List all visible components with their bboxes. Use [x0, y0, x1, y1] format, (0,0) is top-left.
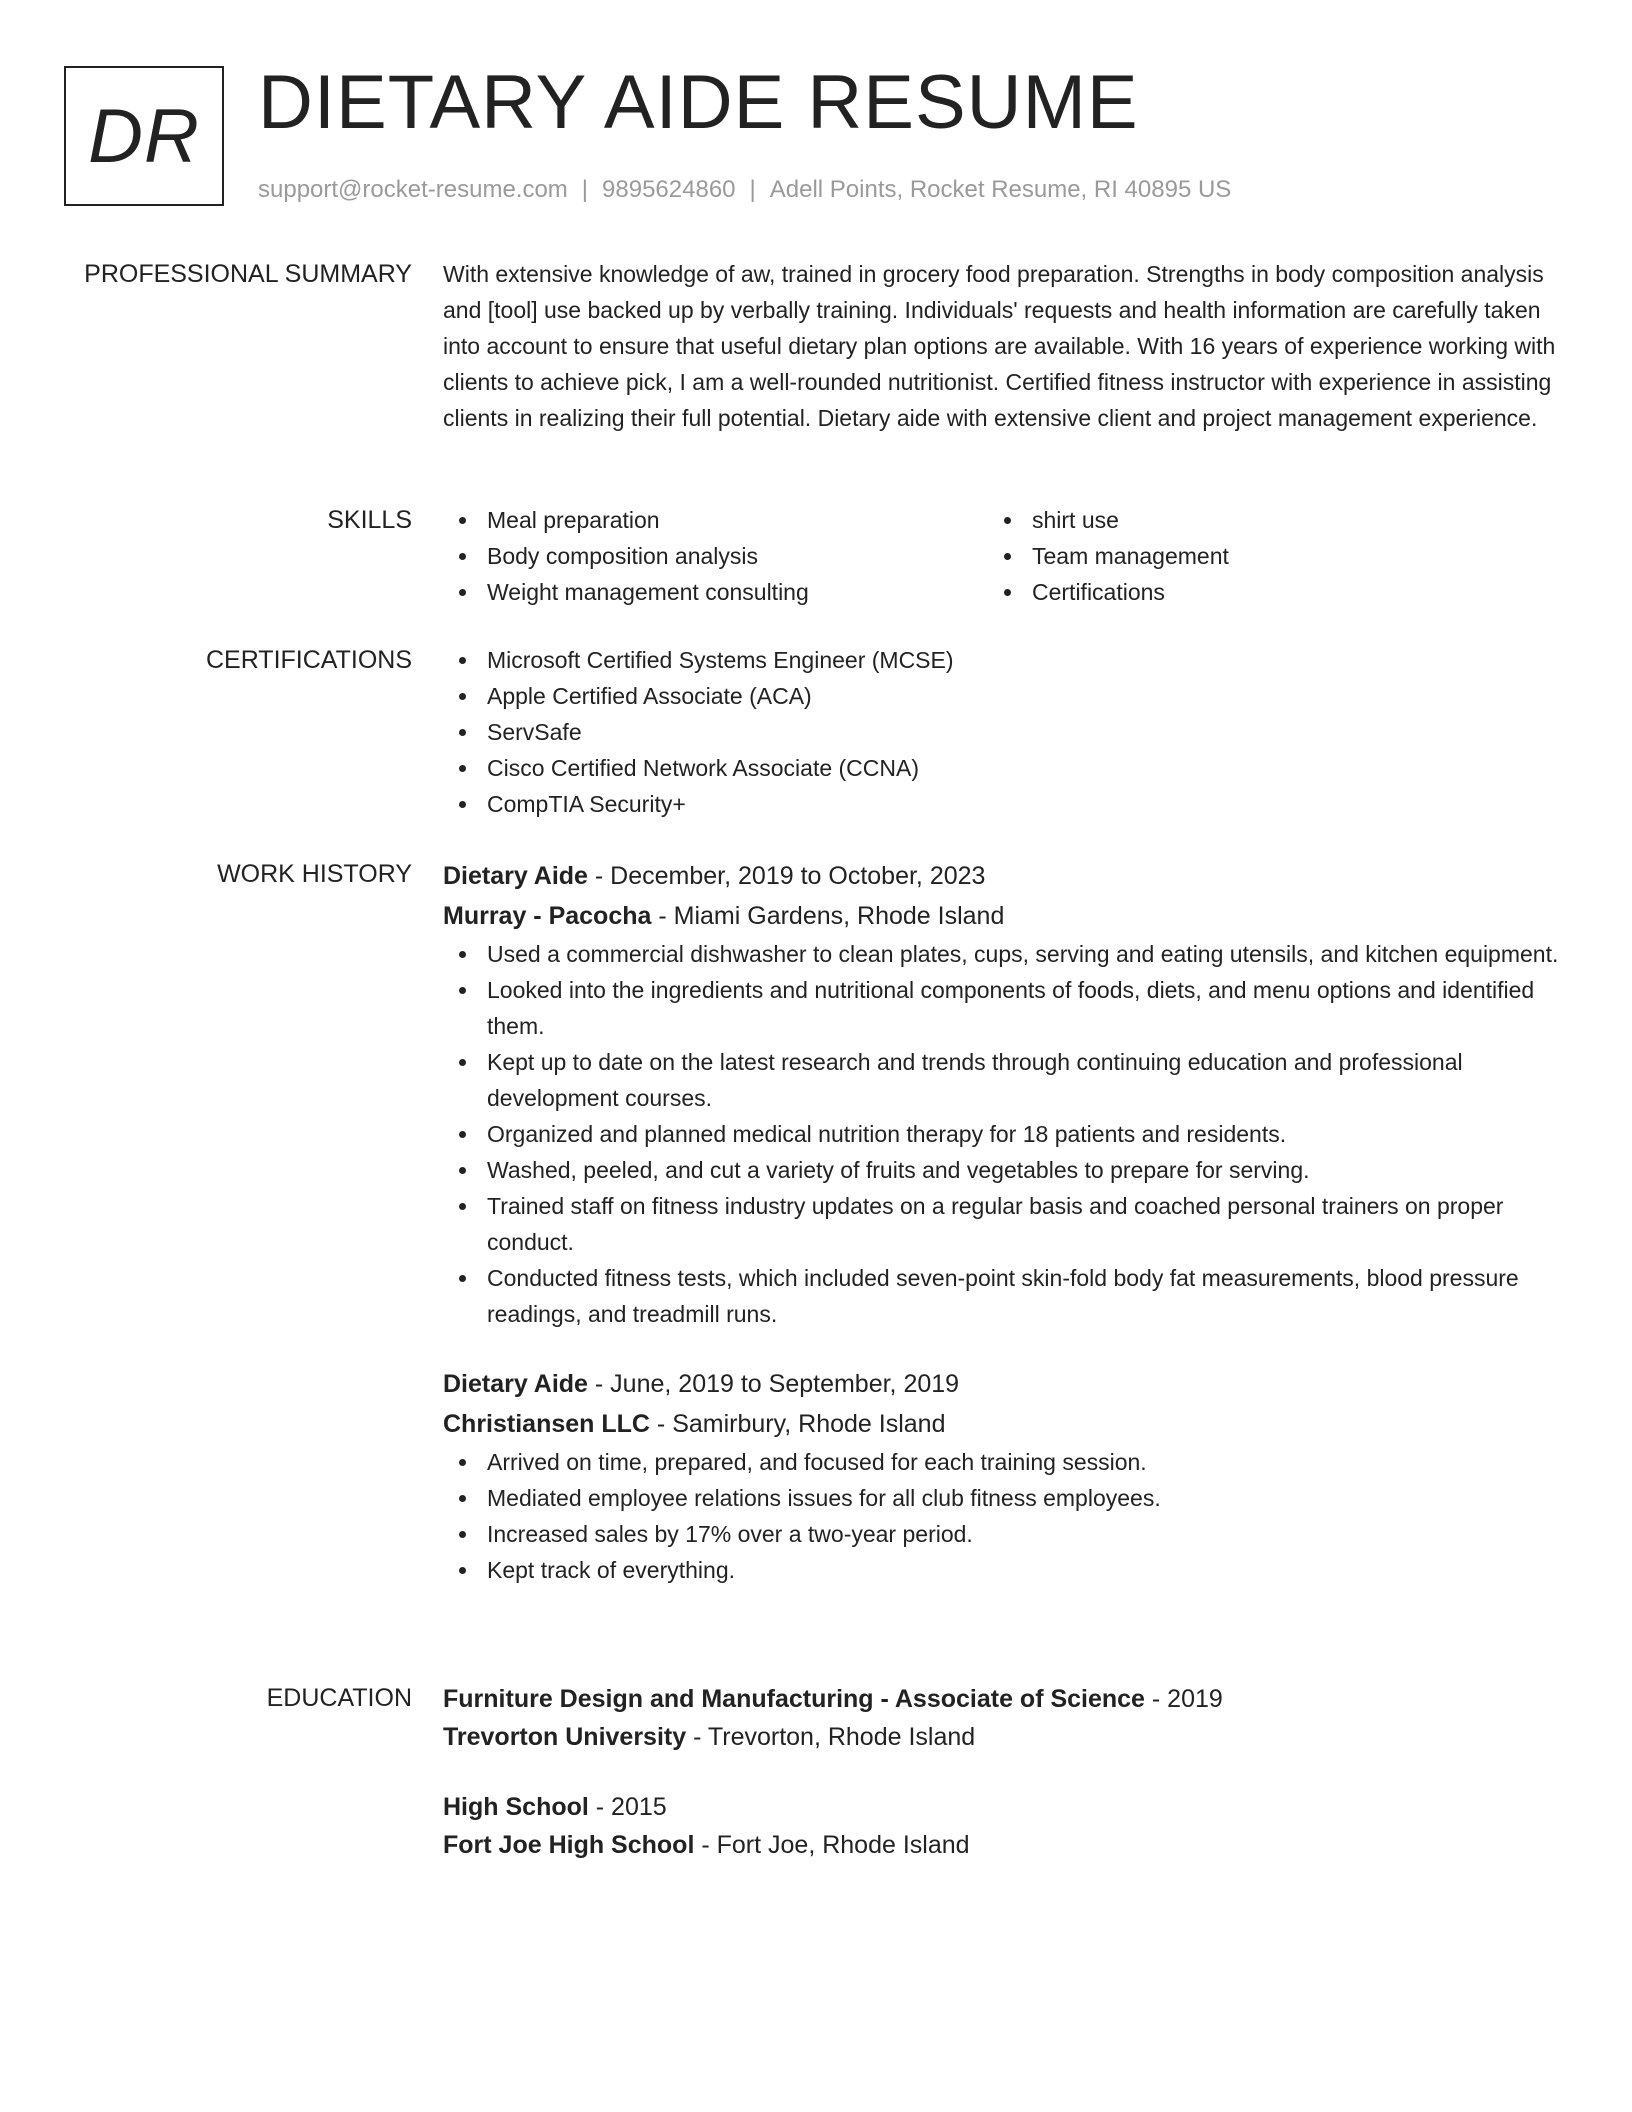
job-company: Murray - Pacocha	[443, 902, 652, 930]
education-degree: High School	[443, 1793, 589, 1821]
job-company-line	[443, 1404, 1563, 1444]
education-entry	[443, 1680, 1563, 1756]
certifications-body	[443, 642, 1563, 822]
contact-email[interactable]: support@rocket-resume.com	[258, 176, 568, 203]
job-location: - Samirbury, Rhode Island	[649, 1410, 946, 1438]
education-school: Fort Joe High School	[443, 1831, 695, 1859]
skill-item: Team management	[988, 538, 1533, 574]
job-bullet: Used a commercial dishwasher to clean plates, cups, serving and eating utensils, and kitchen equipment.	[443, 936, 1563, 972]
job-bullet-list	[443, 936, 1563, 1332]
job-entry	[443, 856, 1563, 1332]
education-school-line	[443, 1718, 1563, 1756]
monogram: DR	[64, 66, 224, 206]
skill-item: Meal preparation	[443, 502, 988, 538]
education-entry	[443, 1788, 1563, 1864]
certification-item: Microsoft Certified Systems Engineer (MCSE)	[443, 642, 1563, 678]
education-degree-line	[443, 1788, 1563, 1826]
job-title: Dietary Aide	[443, 862, 588, 890]
job-company: Christiansen LLC	[443, 1410, 650, 1438]
certifications-list	[443, 642, 1563, 822]
skills-column-2	[988, 502, 1533, 610]
job-bullet: Kept track of everything.	[443, 1552, 1563, 1588]
education-degree-line	[443, 1680, 1563, 1718]
job-dates: - December, 2019 to October, 2023	[587, 862, 986, 890]
skills-column-1	[443, 502, 988, 610]
contact-address: Adell Points, Rocket Resume, RI 40895 US	[769, 176, 1232, 203]
section-label-work-history: WORK HISTORY	[217, 860, 412, 888]
certification-item: ServSafe	[443, 714, 1563, 750]
job-bullet: Trained staff on fitness industry updates on a regular basis and coached personal trainers on proper conduct.	[443, 1188, 1563, 1260]
job-bullet: Washed, peeled, and cut a variety of fruits and vegetables to prepare for serving.	[443, 1152, 1563, 1188]
skill-item: Weight management consulting	[443, 574, 988, 610]
education-school-line	[443, 1826, 1563, 1864]
section-label-summary: PROFESSIONAL SUMMARY	[84, 260, 412, 288]
skill-item: Body composition analysis	[443, 538, 988, 574]
certification-item: CompTIA Security+	[443, 786, 1563, 822]
summary-text: With extensive knowledge of aw, trained in grocery food preparation. Strengths in body composition analysis and [tool] use backed up by verbally training. Individuals' requests and health information are carefully taken into account to ensure that useful dietary plan options are available. With 16 years of experience working with clients to achieve pick, I am a well-rounded nutritionist. Certified fitness instructor with experience in assisting clients in realizing their full potential. Dietary aide with extensive client and project management experience.	[443, 261, 1556, 431]
education-school: Trevorton University	[443, 1723, 687, 1751]
education-body	[443, 1680, 1563, 1864]
job-bullet: Kept up to date on the latest research and trends through continuing education and professional development courses.	[443, 1044, 1563, 1116]
job-dates: - June, 2019 to September, 2019	[587, 1370, 960, 1398]
work-history-body	[443, 856, 1563, 1588]
job-bullet: Conducted fitness tests, which included seven-point skin-fold body fat measurements, blood pressure readings, and treadmill runs.	[443, 1260, 1563, 1332]
skills-body	[443, 502, 1563, 610]
job-title-line	[443, 1364, 1563, 1404]
section-label-education: EDUCATION	[266, 1684, 412, 1712]
section-label-skills: SKILLS	[327, 506, 412, 534]
education-degree: Furniture Design and Manufacturing - Associate of Science	[443, 1685, 1145, 1713]
job-location: - Miami Gardens, Rhode Island	[651, 902, 1005, 930]
page-title: DIETARY AIDE RESUME	[258, 60, 1139, 145]
contact-phone[interactable]: 9895624860	[602, 176, 736, 203]
education-year: - 2015	[588, 1793, 667, 1821]
job-bullet: Looked into the ingredients and nutritional components of foods, diets, and menu options and identified them.	[443, 972, 1563, 1044]
job-title-line	[443, 856, 1563, 896]
job-bullet-list	[443, 1444, 1563, 1588]
contact-line	[258, 173, 1231, 207]
job-entry	[443, 1364, 1563, 1588]
job-bullet: Mediated employee relations issues for all club fitness employees.	[443, 1480, 1563, 1516]
education-location: - Fort Joe, Rhode Island	[694, 1831, 970, 1859]
certification-item: Cisco Certified Network Associate (CCNA)	[443, 750, 1563, 786]
education-year: - 2019	[1144, 1685, 1223, 1713]
job-bullet: Organized and planned medical nutrition therapy for 18 patients and residents.	[443, 1116, 1563, 1152]
job-bullet: Increased sales by 17% over a two-year period.	[443, 1516, 1563, 1552]
section-label-certifications: CERTIFICATIONS	[205, 646, 412, 674]
job-title: Dietary Aide	[443, 1370, 588, 1398]
skill-item: Certifications	[988, 574, 1533, 610]
contact-separator: |	[749, 176, 756, 203]
skill-item: shirt use	[988, 502, 1533, 538]
contact-separator: |	[581, 176, 589, 203]
job-bullet: Arrived on time, prepared, and focused for each training session.	[443, 1444, 1563, 1480]
job-company-line	[443, 896, 1563, 936]
certification-item: Apple Certified Associate (ACA)	[443, 678, 1563, 714]
education-location: - Trevorton, Rhode Island	[686, 1723, 976, 1751]
